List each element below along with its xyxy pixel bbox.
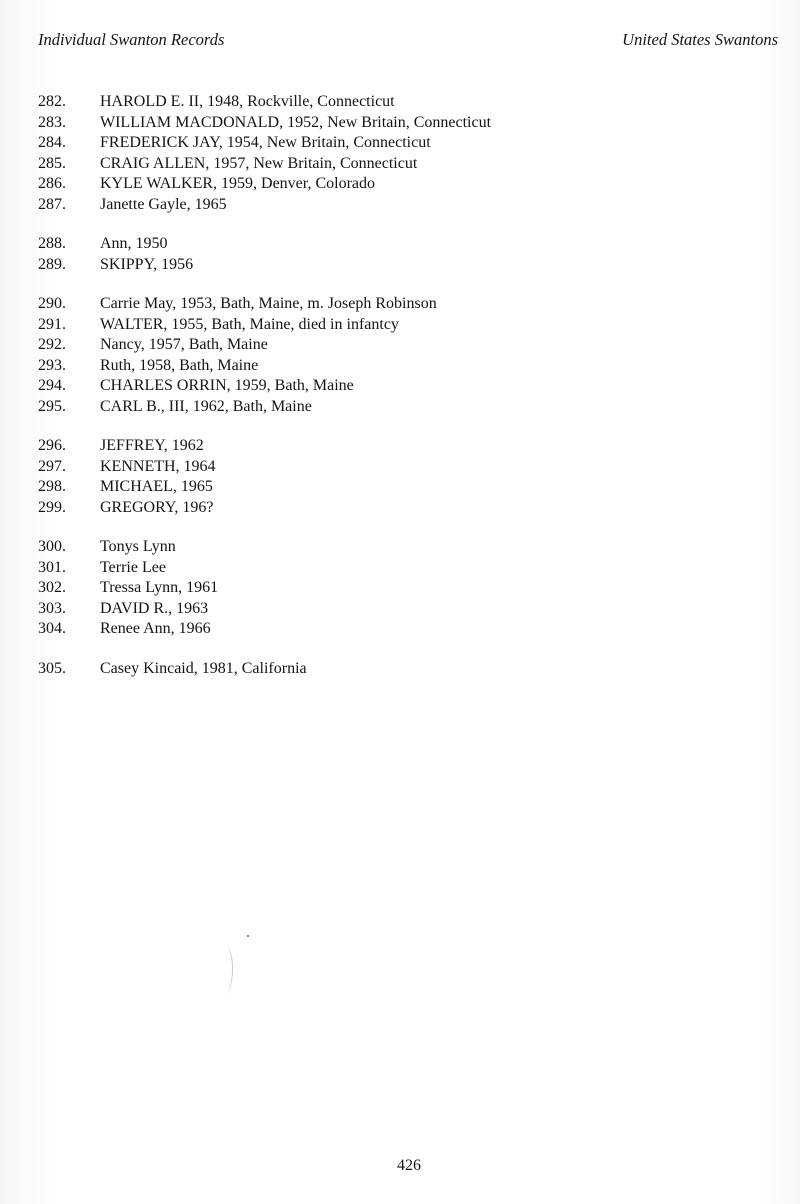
record-number: 298. [38,478,66,495]
record-text: Renee Ann, 1966 [100,620,211,637]
record-entry [38,457,758,478]
record-number: 300. [38,538,66,555]
record-text: SKIPPY, 1956 [100,255,194,273]
record-entry [38,315,758,336]
record-text: HAROLD E. II, 1948, Rockville, Connecticut [100,93,395,110]
record-text: Nancy, 1957, Bath, Maine [100,336,268,353]
record-entry [38,599,758,620]
record-group [38,436,758,518]
record-entry [38,255,758,276]
record-text: DAVID R., 1963 [100,599,209,617]
record-number: 291. [38,315,66,333]
record-number: 301. [38,558,66,576]
record-number: 303. [38,599,66,617]
record-text: WALTER, 1955, Bath, Maine, died in infantcy [100,315,399,333]
record-entry [38,477,758,498]
record-text: Tressa Lynn, 1961 [100,579,219,596]
record-entry [38,335,758,356]
running-header [38,30,778,54]
record-group [38,537,758,640]
record-entry [38,174,758,195]
record-number: 296. [38,437,66,454]
record-text: GREGORY, 196? [100,498,214,516]
record-entry [38,195,758,216]
record-text: JEFFREY, 1962 [100,437,204,454]
record-number: 295. [38,397,66,415]
record-text: Ann, 1950 [100,235,168,252]
record-text: Ruth, 1958, Bath, Maine [100,356,259,374]
record-text: KYLE WALKER, 1959, Denver, Colorado [100,175,376,192]
record-number: 305. [38,659,66,677]
record-number: 293. [38,356,66,374]
record-text: CARL B., III, 1962, Bath, Maine [100,397,312,415]
record-number: 288. [38,235,66,252]
record-number: 286. [38,175,66,192]
header-right-title: United States Swantons [622,30,778,49]
page-number: 426 [397,1157,421,1174]
record-text: Tonys Lynn [100,538,176,555]
record-text: MICHAEL, 1965 [100,478,213,495]
record-entry [38,294,758,315]
record-entry [38,619,758,640]
record-entry [38,498,758,519]
record-number: 282. [38,93,66,110]
record-text: FREDERICK JAY, 1954, New Britain, Connecticut [100,134,431,151]
record-number: 294. [38,377,66,394]
record-entry [38,537,758,558]
record-number: 283. [38,113,66,131]
record-text: CRAIG ALLEN, 1957, New Britain, Connecticut [100,154,418,172]
record-list [38,92,758,698]
record-number: 287. [38,195,66,213]
header-left-title: Individual Swanton Records [38,30,225,49]
record-number: 297. [38,457,66,475]
scan-speck [247,935,249,937]
record-text: WILLIAM MACDONALD, 1952, New Britain, Connecticut [100,113,492,131]
record-text: Carrie May, 1953, Bath, Maine, m. Joseph Robinson [100,295,437,312]
record-number: 290. [38,295,66,312]
record-entry [38,659,758,680]
record-entry [38,234,758,255]
record-group [38,294,758,417]
record-number: 289. [38,255,66,273]
record-text: CHARLES ORRIN, 1959, Bath, Maine [100,377,354,394]
record-group [38,659,758,680]
record-number: 285. [38,154,66,172]
record-number: 284. [38,134,66,151]
record-group [38,92,758,215]
record-entry [38,376,758,397]
record-entry [38,113,758,134]
scan-artifact [218,945,233,993]
record-text: Casey Kincaid, 1981, California [100,659,307,677]
record-entry [38,578,758,599]
record-number: 299. [38,498,66,516]
record-number: 302. [38,579,66,596]
record-entry [38,92,758,113]
record-entry [38,397,758,418]
record-number: 292. [38,336,66,353]
record-text: Janette Gayle, 1965 [100,195,227,213]
record-number: 304. [38,620,66,637]
record-entry [38,154,758,175]
record-entry [38,356,758,377]
record-entry [38,133,758,154]
record-text: Terrie Lee [100,558,166,576]
record-group [38,234,758,275]
record-entry [38,558,758,579]
record-text: KENNETH, 1964 [100,457,216,475]
record-entry [38,436,758,457]
